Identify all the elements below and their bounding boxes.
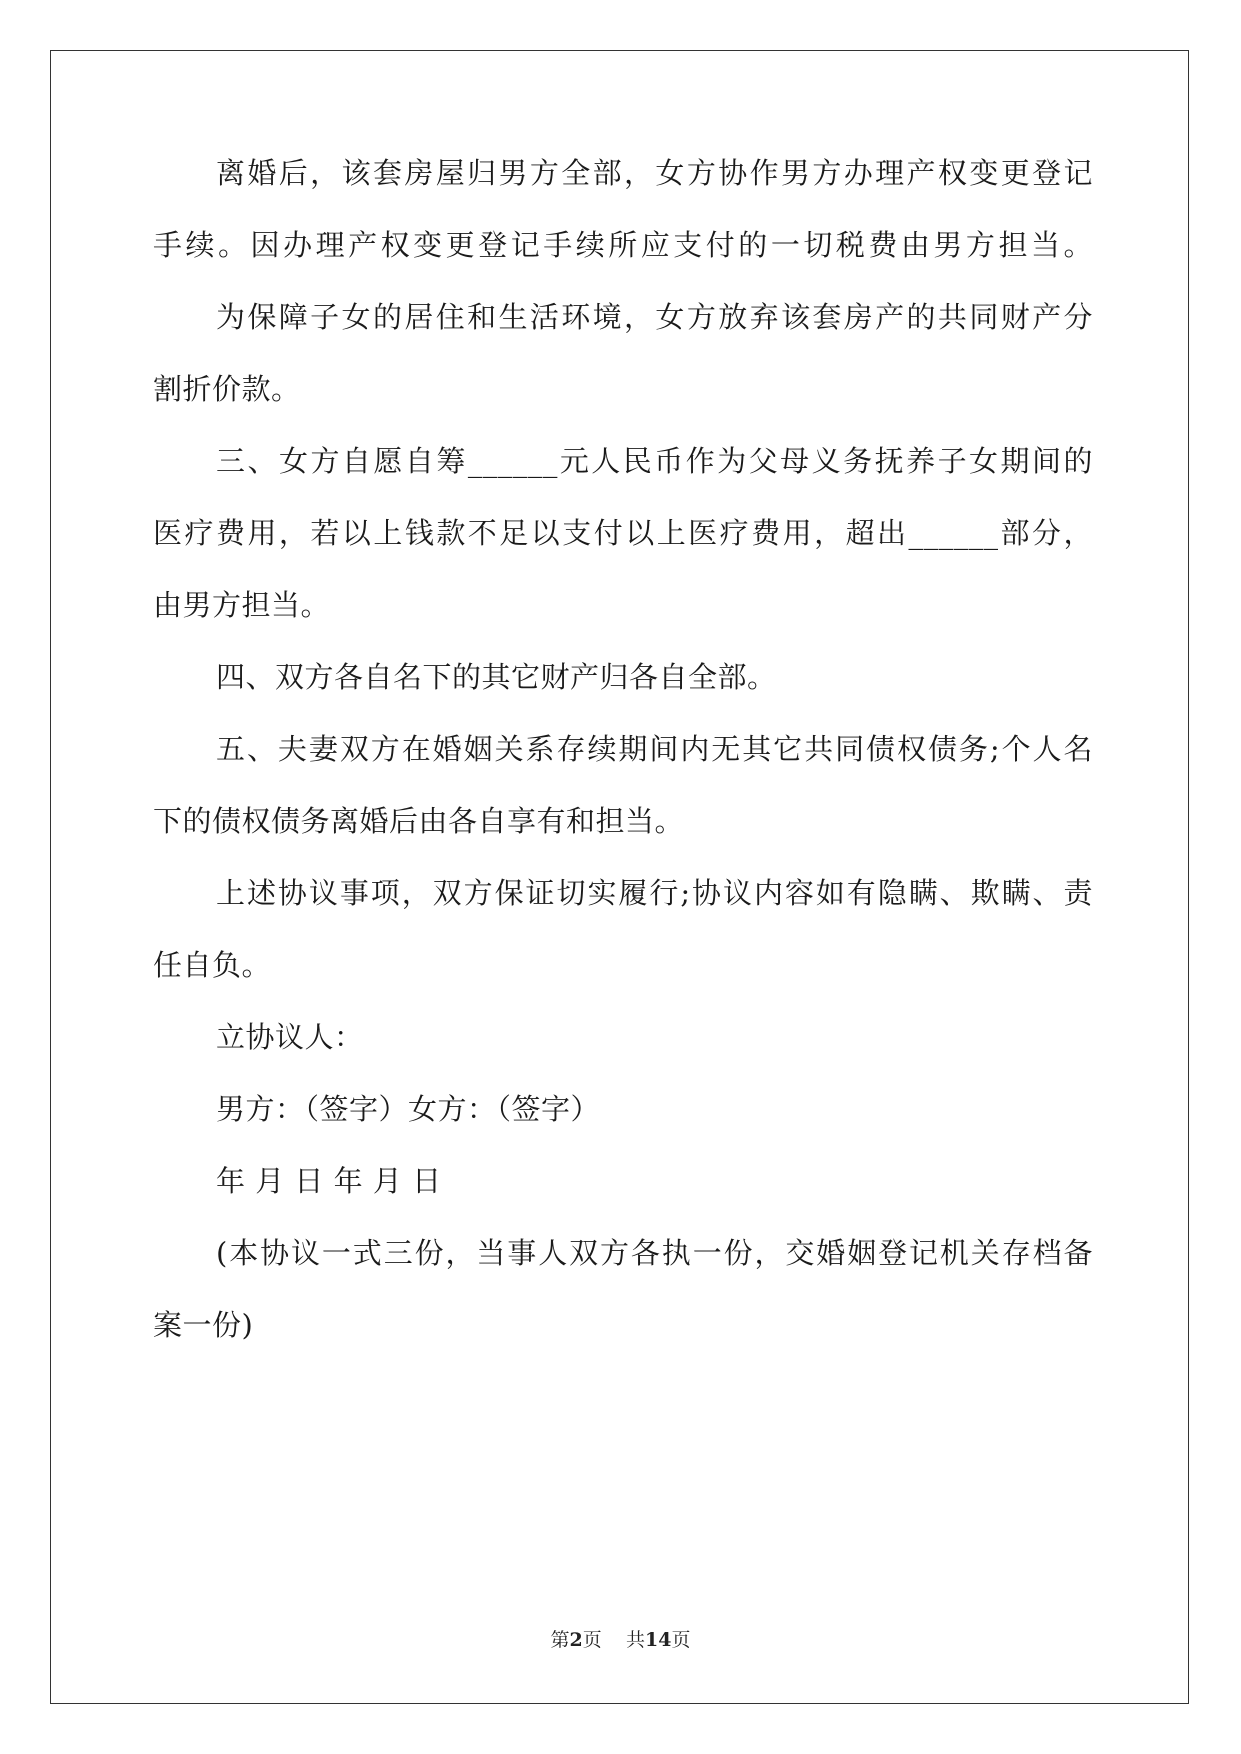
paragraph-line: 三、女方自愿自筹______元人民币作为父母义务抚养子女期间的 — [216, 444, 1093, 478]
total-prefix: 共 — [625, 1629, 645, 1651]
page-number: 2 — [569, 1629, 583, 1651]
paragraph-line: 为保障子女的居住和生活环境，女方放弃该套房产的共同财产分 — [216, 300, 1093, 334]
page-footer — [0, 1628, 1241, 1652]
signatories-label: 立协议人： — [216, 1020, 364, 1054]
page-prefix: 第 — [550, 1629, 570, 1651]
paragraph-line: 上述协议事项，双方保证切实履行;协议内容如有隐瞒、欺瞒、责 — [216, 876, 1093, 910]
date-line: 年 月 日 年 月 日 — [216, 1164, 442, 1198]
total-suffix: 页 — [671, 1629, 691, 1651]
total-pages: 14 — [644, 1629, 672, 1651]
paragraph-line: 四、双方各自名下的其它财产归各自全部。 — [216, 660, 777, 694]
paragraph-line: 割折价款。 — [153, 372, 301, 406]
paragraph-line: 任自负。 — [153, 948, 272, 982]
paragraph-line: (本协议一式三份，当事人双方各执一份，交婚姻登记机关存档备 — [216, 1236, 1093, 1270]
page-suffix: 页 — [582, 1629, 602, 1651]
paragraph-line: 医疗费用，若以上钱款不足以支付以上医疗费用，超出______部分， — [153, 516, 1093, 550]
paragraph-line: 手续。因办理产权变更登记手续所应支付的一切税费由男方担当。 — [153, 228, 1093, 262]
paragraph-line: 五、夫妻双方在婚姻关系存续期间内无其它共同债权债务;个人名 — [216, 732, 1093, 766]
paragraph-line: 由男方担当。 — [153, 588, 331, 622]
paragraph-line: 下的债权债务离婚后由各自享有和担当。 — [153, 804, 685, 838]
signature-line: 男方：（签字）女方：（签字） — [216, 1092, 601, 1126]
paragraph-line: 案一份) — [153, 1308, 254, 1342]
paragraph-line: 离婚后，该套房屋归男方全部，女方协作男方办理产权变更登记 — [216, 156, 1093, 190]
